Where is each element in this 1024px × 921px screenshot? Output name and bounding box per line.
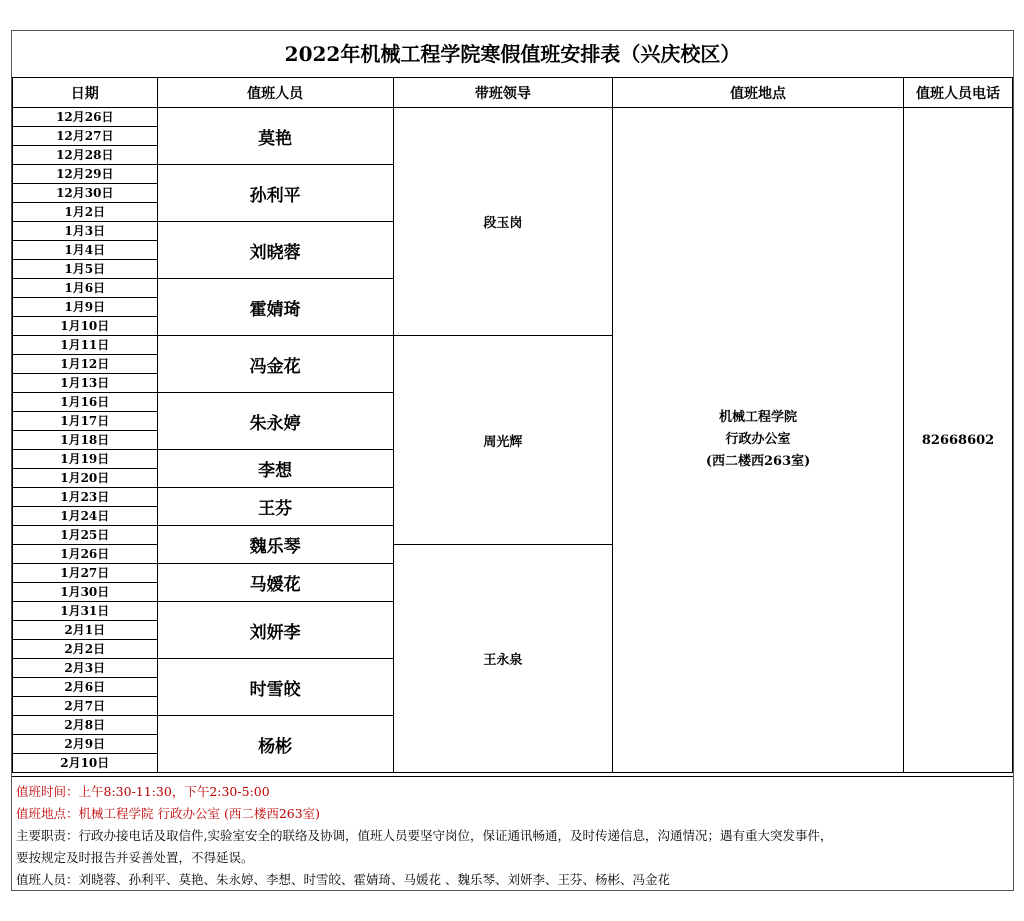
date-cell: 1月30日 bbox=[13, 583, 158, 602]
date-cell: 1月27日 bbox=[13, 564, 158, 583]
date-cell: 1月25日 bbox=[13, 526, 158, 545]
date-cell: 1月4日 bbox=[13, 241, 158, 260]
notes-duty-place: 值班地点：机械工程学院 行政办公室 (西二楼西263室) bbox=[16, 806, 321, 821]
date-cell: 1月9日 bbox=[13, 298, 158, 317]
notes-duty-time: 值班时间：上午8:30-11:30，下午2:30-5:00 bbox=[16, 784, 270, 799]
date-cell: 2月8日 bbox=[13, 716, 158, 735]
person-cell: 莫艳 bbox=[157, 108, 393, 165]
person-cell: 霍婧琦 bbox=[157, 279, 393, 336]
phone-cell: 82668602 bbox=[904, 108, 1013, 773]
date-cell: 1月3日 bbox=[13, 222, 158, 241]
date-cell: 1月6日 bbox=[13, 279, 158, 298]
date-cell: 2月6日 bbox=[13, 678, 158, 697]
leader-cell: 周光辉 bbox=[393, 336, 612, 545]
person-cell: 杨彬 bbox=[157, 716, 393, 773]
person-cell: 刘晓蓉 bbox=[157, 222, 393, 279]
person-cell: 王芬 bbox=[157, 488, 393, 526]
header-location: 值班地点 bbox=[613, 78, 904, 108]
date-cell: 1月18日 bbox=[13, 431, 158, 450]
date-cell: 2月2日 bbox=[13, 640, 158, 659]
date-cell: 12月28日 bbox=[13, 146, 158, 165]
person-cell: 魏乐琴 bbox=[157, 526, 393, 564]
date-cell: 1月19日 bbox=[13, 450, 158, 469]
notes-responsibilities-line2: 要按规定及时报告并妥善处置，不得延误。 bbox=[16, 850, 254, 865]
schedule-table bbox=[12, 77, 1013, 773]
date-cell: 1月12日 bbox=[13, 355, 158, 374]
header-phone: 值班人员电话 bbox=[904, 78, 1013, 108]
date-cell: 1月2日 bbox=[13, 203, 158, 222]
header-leader: 带班领导 bbox=[393, 78, 612, 108]
header-row bbox=[13, 78, 1013, 108]
person-cell: 刘妍李 bbox=[157, 602, 393, 659]
leader-cell: 段玉岗 bbox=[393, 108, 612, 336]
date-cell: 1月23日 bbox=[13, 488, 158, 507]
location-line: 机械工程学院 bbox=[719, 410, 798, 425]
notes-section bbox=[12, 776, 1013, 891]
date-cell: 2月3日 bbox=[13, 659, 158, 678]
date-cell: 1月10日 bbox=[13, 317, 158, 336]
date-cell: 1月16日 bbox=[13, 393, 158, 412]
notes-responsibilities-line1: 主要职责：行政办接电话及取信件,实验室安全的联络及协调，值班人员要坚守岗位，保证通讯畅通，及时传递信息，沟通情况；遇有重大突发事件， bbox=[16, 828, 833, 843]
leader-cell: 王永泉 bbox=[393, 545, 612, 773]
date-cell: 1月17日 bbox=[13, 412, 158, 431]
date-cell: 1月5日 bbox=[13, 260, 158, 279]
header-person: 值班人员 bbox=[157, 78, 393, 108]
person-cell: 时雪皎 bbox=[157, 659, 393, 716]
date-cell: 2月7日 bbox=[13, 697, 158, 716]
date-cell: 2月9日 bbox=[13, 735, 158, 754]
date-cell: 1月11日 bbox=[13, 336, 158, 355]
page-title: 2022年机械工程学院寒假值班安排表（兴庆校区） bbox=[12, 31, 1013, 78]
location-cell bbox=[613, 108, 904, 773]
person-cell: 马媛花 bbox=[157, 564, 393, 602]
date-cell: 1月13日 bbox=[13, 374, 158, 393]
date-cell: 12月26日 bbox=[13, 108, 158, 127]
person-cell: 孙利平 bbox=[157, 165, 393, 222]
person-cell: 李想 bbox=[157, 450, 393, 488]
person-cell: 冯金花 bbox=[157, 336, 393, 393]
location-line: (西二楼西263室) bbox=[705, 454, 811, 469]
date-cell: 12月27日 bbox=[13, 127, 158, 146]
notes-staff-list: 值班人员：刘晓蓉、孙利平、莫艳、朱永婷、李想、时雪皎、霍婧琦、马媛花 、魏乐琴、刘妍李、王芬、杨彬、冯金花 bbox=[16, 872, 670, 887]
date-cell: 2月10日 bbox=[13, 754, 158, 773]
date-cell: 12月30日 bbox=[13, 184, 158, 203]
date-cell: 1月24日 bbox=[13, 507, 158, 526]
date-cell: 1月26日 bbox=[13, 545, 158, 564]
date-cell: 12月29日 bbox=[13, 165, 158, 184]
location-line: 行政办公室 bbox=[725, 432, 791, 447]
duty-schedule-sheet bbox=[11, 30, 1014, 891]
table-row bbox=[13, 108, 1013, 127]
person-cell: 朱永婷 bbox=[157, 393, 393, 450]
date-cell: 1月31日 bbox=[13, 602, 158, 621]
date-cell: 1月20日 bbox=[13, 469, 158, 488]
header-date: 日期 bbox=[13, 78, 158, 108]
date-cell: 2月1日 bbox=[13, 621, 158, 640]
